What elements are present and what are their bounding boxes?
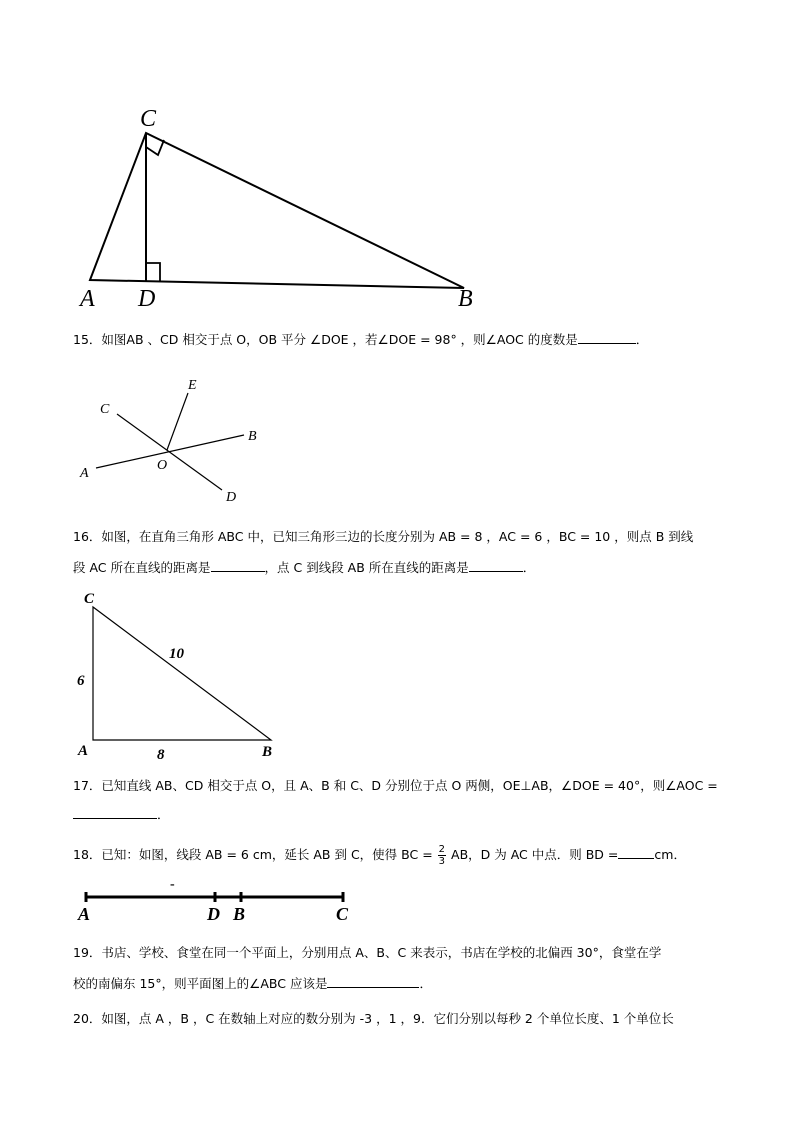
label-d: D — [226, 490, 237, 505]
label-a: A — [78, 743, 89, 759]
label-d: D — [207, 904, 220, 924]
question-18 — [73, 844, 733, 867]
label-a: A — [80, 466, 89, 481]
question-15 — [73, 329, 733, 350]
label-c: C — [100, 402, 110, 417]
q16-answer-blank-1[interactable] — [211, 557, 265, 572]
q17-line1: 17．已知直线 AB、CD 相交于点 O，且 A、B 和 C、D 分别位于点 O 两侧，OE⊥AB，∠DOE = 40°，则∠AOC = — [73, 778, 718, 793]
q17-end: ． — [157, 807, 170, 822]
q15-end: ． — [635, 332, 649, 347]
q20-line1: 20．如图，点 A ，B ，C 在数轴上对应的数分别为 -3 ，1 ，9．它们分别以每秒 2 个单位长度、1 个单位长 — [73, 1011, 674, 1026]
side-bc-length: 10 — [169, 646, 184, 662]
label-o: O — [157, 458, 168, 473]
q16-line2a: 段 AC 所在直线的距离是 — [73, 560, 211, 575]
q16-line2b: ，点 C 到线段 AB 所在直线的距离是 — [264, 560, 469, 575]
figure-intersecting-lines — [0, 370, 794, 510]
label-c: C — [84, 591, 95, 607]
label-mark: - — [170, 877, 175, 892]
right-angle-mark-d — [146, 263, 160, 282]
q15-text: 15．如图AB 、CD 相交于点 O，OB 平分 ∠DOE ，若∠DOE = 98° ，则∠AOC 的度数是 — [73, 332, 578, 347]
q18-fraction — [438, 844, 446, 867]
label-c: C — [140, 106, 157, 132]
q19-answer-blank[interactable] — [327, 973, 419, 988]
q16-answer-blank-2[interactable] — [469, 557, 523, 572]
q19-line2: 校的南偏东 15°，则平面图上的∠ABC 应该是 — [73, 976, 328, 991]
label-b: B — [233, 904, 246, 924]
side-ab-length: 8 — [157, 747, 165, 763]
ray-oe — [167, 393, 188, 450]
q18-frac-num: 2 — [438, 844, 446, 855]
q18-answer-blank[interactable] — [618, 844, 654, 859]
q19-end: ． — [419, 976, 432, 991]
question-20 — [73, 1009, 733, 1029]
side-ac-length: 6 — [77, 673, 85, 689]
label-b: B — [248, 429, 257, 444]
figure-right-triangle — [0, 585, 794, 765]
question-19 — [73, 943, 733, 994]
figure-segment — [0, 872, 794, 932]
label-a: A — [78, 904, 91, 924]
q18-text-a: 18．已知：如图，线段 AB = 6 cm，延长 AB 到 C，使得 BC = — [73, 847, 433, 862]
label-a: A — [80, 286, 95, 312]
q18-end: cm． — [654, 847, 686, 862]
q15-answer-blank[interactable] — [578, 329, 636, 344]
q17-answer-blank[interactable] — [73, 804, 157, 819]
q18-frac-den: 3 — [438, 856, 446, 867]
triangle-abc-2 — [93, 607, 271, 740]
line-ab — [96, 435, 244, 468]
q18-text-b: AB，D 为 AC 中点．则 BD = — [451, 847, 619, 862]
label-c: C — [336, 904, 349, 924]
label-e: E — [188, 378, 197, 393]
label-b: B — [262, 744, 273, 760]
question-16 — [73, 527, 733, 578]
figure-triangle-altitude — [0, 0, 794, 320]
line-cd — [117, 414, 222, 490]
right-angle-mark-c — [146, 140, 164, 155]
q19-line1: 19．书店、学校、食堂在同一个平面上，分别用点 A、B、C 来表示，书店在学校的北偏西 30°，食堂在学 — [73, 945, 662, 960]
question-17 — [73, 776, 733, 825]
label-b: B — [458, 286, 473, 312]
q16-line1: 16．如图，在直角三角形 ABC 中，已知三角形三边的长度分别为 AB = 8 ，AC = 6 ，BC = 10 ，则点 B 到线 — [73, 529, 694, 544]
q16-end: ． — [522, 560, 536, 575]
label-d: D — [138, 286, 156, 312]
